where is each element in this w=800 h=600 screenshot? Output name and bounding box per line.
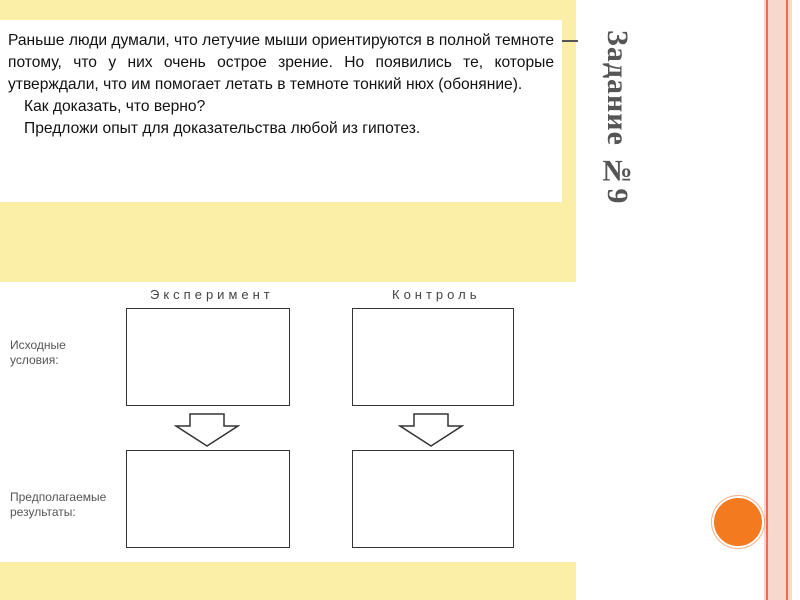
decorative-stripe-line: [766, 0, 768, 600]
experiment-worksheet: [0, 282, 576, 562]
experiment-result-box: [126, 450, 290, 548]
task-text-box: [0, 20, 562, 202]
row-label-initial-conditions: Исходные условия:: [10, 338, 66, 367]
experiment-initial-box: [126, 308, 290, 406]
task-paragraph: Раньше люди думали, что летучие мыши ориентируются в полной темноте потому, что у них очень острое зрение. Но появились те, которые утверждали, что им помогает летать в темноте тонкий нюх (обоняние).: [8, 32, 554, 93]
down-arrow-icon: [398, 412, 464, 448]
decorative-orange-circle: [712, 496, 764, 548]
task-question-2: Предложи опыт для доказательства любой из гипотез.: [24, 120, 421, 137]
slide-title: Задание №9: [601, 30, 634, 205]
down-arrow-icon: [174, 412, 240, 448]
control-result-box: [352, 450, 514, 548]
row-label-expected-results: Предполагаемые результаты:: [10, 490, 107, 519]
column-title-control: Контроль: [392, 287, 481, 302]
decorative-stripe-line: [786, 0, 788, 600]
task-question-1: Как доказать, что верно?: [24, 98, 206, 115]
control-initial-box: [352, 308, 514, 406]
column-title-experiment: Эксперимент: [150, 287, 274, 302]
